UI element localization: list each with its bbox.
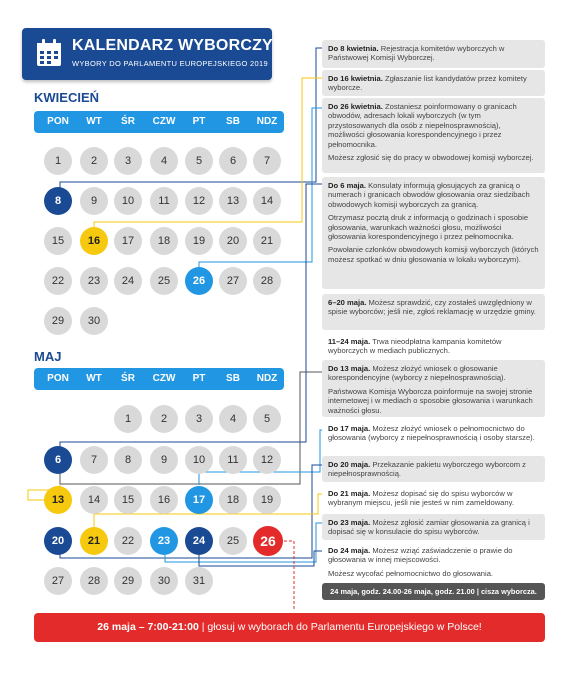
calendar-icon	[36, 39, 62, 67]
calendar-day-highlighted[interactable]: 24	[185, 527, 213, 555]
calendar-day[interactable]: 7	[253, 147, 281, 175]
header-title: KALENDARZ WYBORCZY	[72, 37, 273, 54]
calendar-day[interactable]: 25	[150, 267, 178, 295]
event-box	[322, 485, 545, 511]
calendar-day[interactable]: 20	[219, 227, 247, 255]
event-date: Do 17 maja.	[328, 424, 371, 433]
event-box	[322, 514, 545, 540]
calendar-day[interactable]: 16	[150, 486, 178, 514]
calendar-day[interactable]: 8	[114, 446, 142, 474]
calendar-day[interactable]: 30	[80, 307, 108, 335]
banner-text: | głosuj w wyborach do Parlamentu Europejskiego w Polsce!	[198, 621, 482, 633]
weekday-label: ŚR	[121, 373, 135, 384]
calendar-day-highlighted[interactable]: 23	[150, 527, 178, 555]
event-text: Możesz sprawdzić, czy zostałeś uwzględniony w spisie wyborców; jeśli nie, zgłoś reklamację w urzędzie gminy.	[328, 298, 536, 317]
event-box	[322, 542, 545, 580]
vote-banner	[34, 613, 545, 642]
weekday-bar-april	[34, 111, 284, 133]
event-text: Zgłaszanie list kandydatów przez komitety wyborcze.	[328, 74, 527, 93]
event-date: Do 20 maja.	[328, 460, 371, 469]
calendar-day[interactable]: 21	[253, 227, 281, 255]
calendar-day[interactable]: 3	[114, 147, 142, 175]
calendar-day[interactable]: 27	[219, 267, 247, 295]
event-date: Do 6 maja.	[328, 181, 366, 190]
calendar-day[interactable]: 23	[80, 267, 108, 295]
event-text: Rejestracja komitetów wyborczych w Państwowej Komisji Wyborczej.	[328, 44, 505, 63]
weekday-label: CZW	[152, 116, 176, 127]
calendar-day[interactable]: 2	[150, 405, 178, 433]
event-text: Konsulaty informują głosujących za granicą o numerach i granicach obwodów głosowania oraz siedzibach obwodowych komisji wyborczych za granicą.	[328, 181, 530, 209]
calendar-day[interactable]: 11	[150, 187, 178, 215]
calendar-day[interactable]: 10	[114, 187, 142, 215]
event-text: Otrzymasz pocztą druk z informacją o godzinach i sposobie głosowania, warunkach ważności głosu, możliwości głosowania korespondencyjnego i przez pełnomocnika.	[328, 213, 529, 242]
event-box	[322, 177, 545, 289]
calendar-day[interactable]: 3	[185, 405, 213, 433]
month-title-may: MAJ	[34, 349, 62, 364]
calendar-day[interactable]: 1	[44, 147, 72, 175]
event-text: Przekazanie pakietu wyborczego wyborcom z niepełnosprawnością.	[328, 460, 526, 479]
event-text: Możesz złożyć wniosek o pełnomocnictwo do głosowania (wyborcy z niepełnosprawnością i osoby starsze).	[328, 424, 535, 443]
event-text: Możesz wziąć zaświadczenie o prawie do głosowania w innej miejscowości.	[328, 546, 513, 565]
month-title-april: KWIECIEŃ	[34, 90, 99, 105]
event-date: Do 13 maja.	[328, 364, 371, 373]
calendar-day[interactable]: 13	[219, 187, 247, 215]
calendar-day[interactable]: 14	[80, 486, 108, 514]
calendar-day[interactable]: 14	[253, 187, 281, 215]
calendar-day-highlighted[interactable]: 17	[185, 486, 213, 514]
calendar-day[interactable]: 12	[185, 187, 213, 215]
calendar-day-highlighted[interactable]: 8	[44, 187, 72, 215]
calendar-day[interactable]: 29	[44, 307, 72, 335]
calendar-day[interactable]: 27	[44, 567, 72, 595]
calendar-day[interactable]: 15	[44, 227, 72, 255]
calendar-day[interactable]: 17	[114, 227, 142, 255]
event-box	[322, 98, 545, 173]
calendar-day[interactable]: 25	[219, 527, 247, 555]
weekday-label: WT	[86, 373, 102, 384]
calendar-day[interactable]: 22	[44, 267, 72, 295]
calendar-day[interactable]: 30	[150, 567, 178, 595]
calendar-day[interactable]: 24	[114, 267, 142, 295]
calendar-day[interactable]: 28	[80, 567, 108, 595]
election-silence-badge: 24 maja, godz. 24.00-26 maja, godz. 21.00 | cisza wyborcza.	[322, 583, 545, 600]
weekday-label: PT	[192, 373, 206, 384]
event-box	[322, 420, 545, 454]
event-date: Do 24 maja.	[328, 546, 371, 555]
calendar-day-highlighted[interactable]: 20	[44, 527, 72, 555]
event-box	[322, 40, 545, 68]
event-box	[322, 333, 545, 357]
calendar-day[interactable]: 5	[185, 147, 213, 175]
calendar-day[interactable]: 4	[150, 147, 178, 175]
calendar-day[interactable]: 2	[80, 147, 108, 175]
calendar-day[interactable]: 18	[150, 227, 178, 255]
event-date: Do 8 kwietnia.	[328, 44, 379, 53]
event-box	[322, 294, 545, 330]
event-text: Możesz złożyć wniosek o głosowanie korespondencyjne (wyborcy z niepełnosprawnością).	[328, 364, 506, 383]
event-text: Trwa nieodpłatna kampania komitetów wyborczych w mediach publicznych.	[328, 337, 502, 356]
event-text: Możesz zgłosić zamiar głosowania za granicą i dopisać się w konsulacie do spisu wyborców.	[328, 518, 530, 537]
calendar-day[interactable]: 7	[80, 446, 108, 474]
weekday-label: SB	[226, 116, 240, 127]
calendar-header	[22, 28, 272, 80]
calendar-day[interactable]: 18	[219, 486, 247, 514]
calendar-day-highlighted[interactable]: 6	[44, 446, 72, 474]
calendar-day[interactable]: 1	[114, 405, 142, 433]
event-date: Do 26 kwietnia.	[328, 102, 383, 111]
calendar-day[interactable]: 22	[114, 527, 142, 555]
weekday-label: PON	[47, 373, 69, 384]
election-day[interactable]: 26	[253, 526, 283, 556]
event-date: Do 16 kwietnia.	[328, 74, 383, 83]
weekday-label: NDZ	[256, 373, 278, 384]
event-text: Możesz wycofać pełnomocnictwo do głosowania.	[328, 568, 494, 578]
banner-date: 26 maja – 7:00-21:00	[97, 621, 199, 633]
weekday-label: CZW	[152, 373, 176, 384]
event-date: 6–20 maja.	[328, 298, 367, 307]
event-date: 11–24 maja.	[328, 337, 371, 346]
event-box	[322, 456, 545, 482]
calendar-day[interactable]: 31	[185, 567, 213, 595]
weekday-label: SB	[226, 373, 240, 384]
calendar-day-highlighted[interactable]: 21	[80, 527, 108, 555]
event-text: Powołanie członków obwodowych komisji wyborczych (których możesz spotkać w dniu głosowania w lokalu wyborczym).	[328, 245, 539, 264]
event-box	[322, 70, 545, 96]
header-subtitle: WYBORY DO PARLAMENTU EUROPEJSKIEGO 2019	[72, 59, 268, 68]
calendar-day[interactable]: 28	[253, 267, 281, 295]
calendar-day[interactable]: 9	[150, 446, 178, 474]
calendar-day[interactable]: 6	[219, 147, 247, 175]
weekday-label: WT	[86, 116, 102, 127]
calendar-day-highlighted[interactable]: 13	[44, 486, 72, 514]
calendar-day[interactable]: 10	[185, 446, 213, 474]
event-text: Możesz dopisać się do spisu wyborców w wybranym miejscu, jeśli nie jesteś w nim zameldowany.	[328, 489, 514, 508]
calendar-day[interactable]: 12	[253, 446, 281, 474]
calendar-day[interactable]: 4	[219, 405, 247, 433]
weekday-label: PON	[47, 116, 69, 127]
calendar-day[interactable]: 19	[185, 227, 213, 255]
weekday-bar-may	[34, 368, 284, 390]
calendar-day[interactable]: 29	[114, 567, 142, 595]
event-date: Do 23 maja.	[328, 518, 371, 527]
event-text: Zostaniesz poinformowany o granicach obwodów, adresach lokali wyborczych (w tym przystosowanych dla osób z niepełnosprawnością), możliwości głosowania korespondencyjnego i przez pełnomocnika.	[328, 102, 517, 149]
calendar-day-highlighted[interactable]: 26	[185, 267, 213, 295]
event-text: Państwowa Komisja Wyborcza poinformuje na swojej stronie internetowej i w mediach o sposobie głosowania i warunkach ważności głosu.	[328, 386, 533, 415]
calendar-day[interactable]: 15	[114, 486, 142, 514]
event-box	[322, 360, 545, 417]
weekday-label: NDZ	[256, 116, 278, 127]
calendar-day-highlighted[interactable]: 16	[80, 227, 108, 255]
event-text: Możesz zgłosić się do pracy w obwodowej komisji wyborczej.	[328, 153, 534, 163]
calendar-day[interactable]: 19	[253, 486, 281, 514]
weekday-label: ŚR	[121, 116, 135, 127]
calendar-day[interactable]: 11	[219, 446, 247, 474]
calendar-day[interactable]: 9	[80, 187, 108, 215]
event-date: Do 21 maja.	[328, 489, 371, 498]
weekday-label: PT	[192, 116, 206, 127]
calendar-day[interactable]: 5	[253, 405, 281, 433]
